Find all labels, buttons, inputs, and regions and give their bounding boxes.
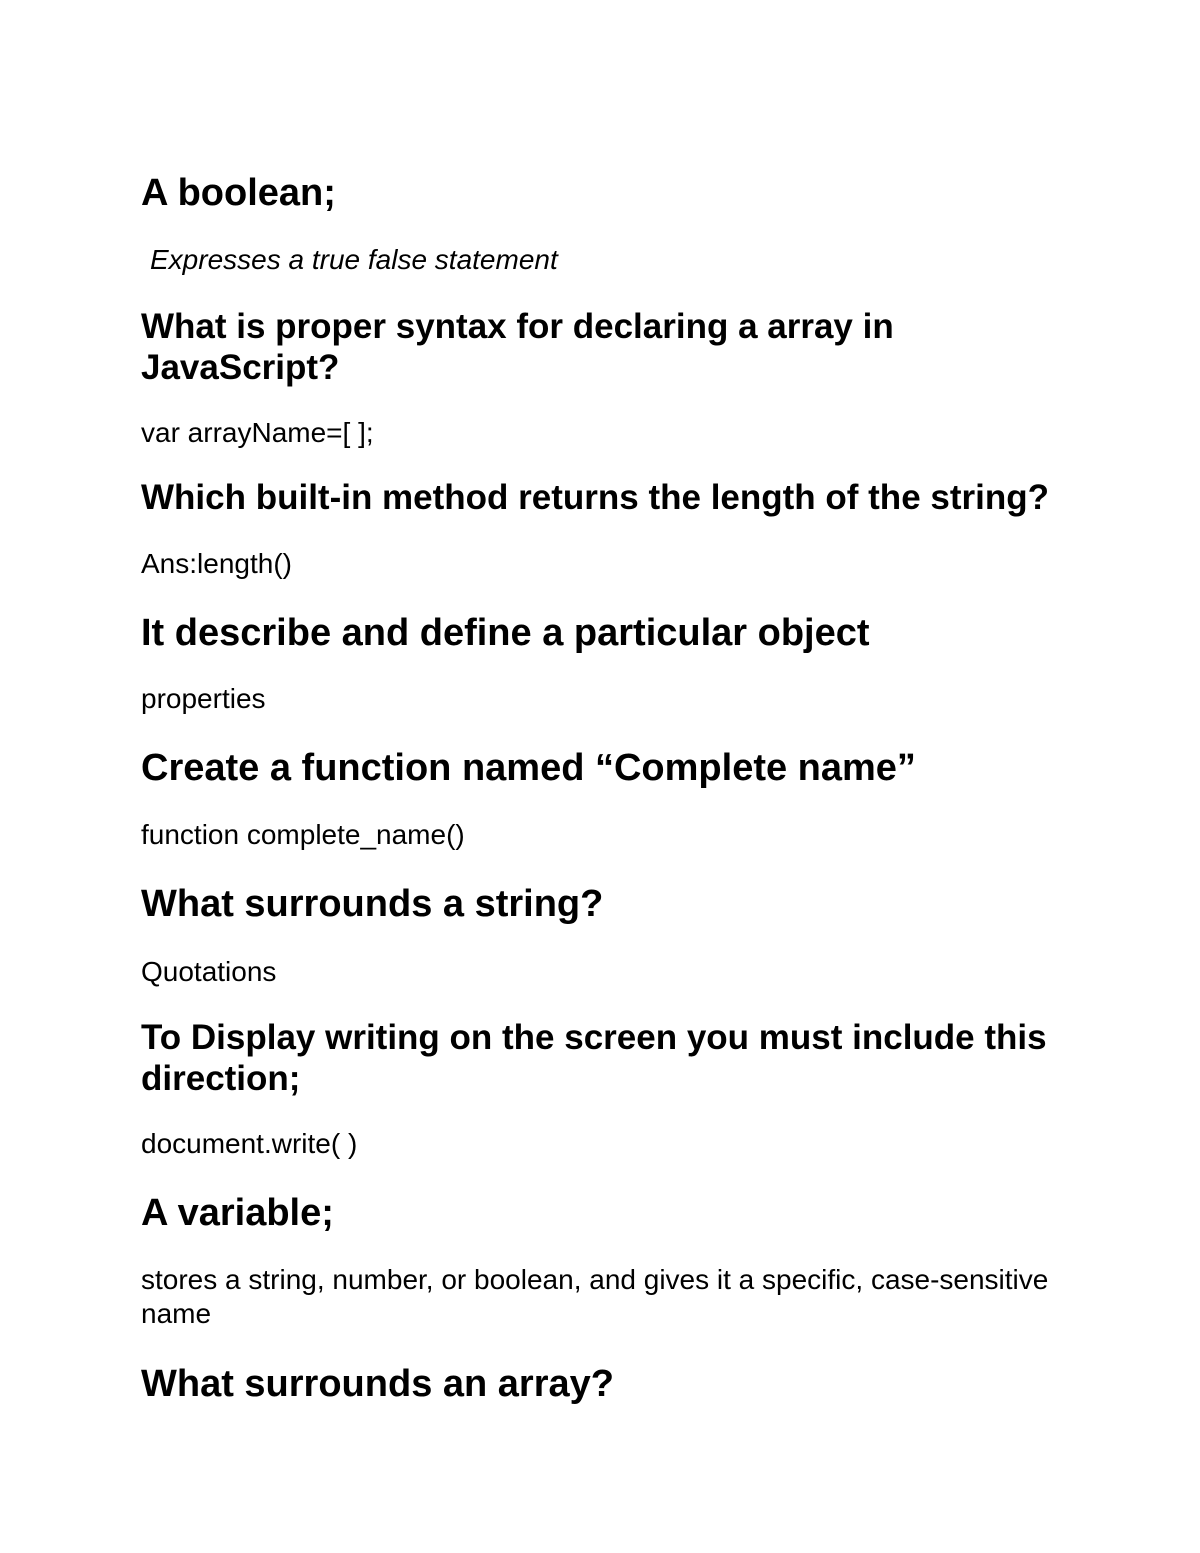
answer-text: function complete_name() [141,819,465,850]
answer-text: var arrayName=[ ]; [141,417,374,448]
answer-text: properties [141,683,266,714]
answer-text: Expresses a true false statement [150,244,558,275]
answer-text: Quotations [141,956,277,987]
question-heading: What surrounds a string? [141,883,604,925]
question-heading: Create a function named “Complete name” [141,747,916,789]
answer-text: document.write( ) [141,1128,358,1159]
question-heading: Which built-in method returns the length of the string? [141,478,1049,517]
answer-text: stores a string, number, or boolean, and gives it a specific, case-sensitive name [141,1264,1049,1329]
question-heading: A boolean; [141,172,336,214]
question-heading: A variable; [141,1192,334,1234]
answer-text: Ans:length() [141,548,292,579]
question-heading: What is proper syntax for declaring a array in JavaScript? [141,307,894,387]
question-heading: What surrounds an array? [141,1363,614,1405]
question-heading: To Display writing on the screen you must include this direction; [141,1018,1047,1098]
question-heading: It describe and define a particular object [141,612,870,654]
